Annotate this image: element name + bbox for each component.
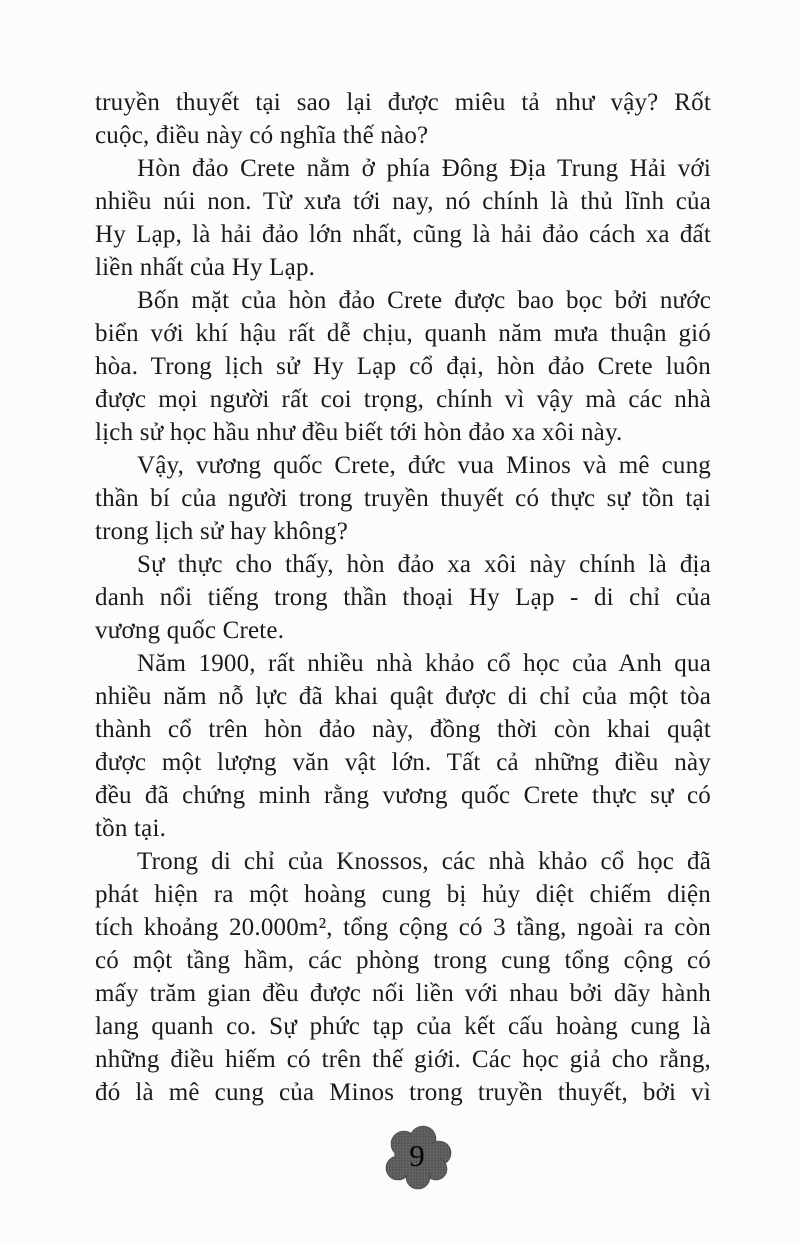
text-line: có một tầng hầm, các phòng trong cung tổng cộng có	[95, 947, 711, 974]
text-line: mấy trăm gian đều được nối liền với nhau bởi dãy hành	[95, 980, 711, 1007]
text-line: biển với khí hậu rất dễ chịu, quanh năm mưa thuận gió	[95, 320, 711, 347]
body-text	[95, 86, 711, 1109]
text-line: được mọi người rất coi trọng, chính vì vậy mà các nhà	[95, 386, 711, 413]
text-line: nhiều núi non. Từ xưa tới nay, nó chính là thủ lĩnh của	[95, 188, 711, 215]
text-line: Sự thực cho thấy, hòn đảo xa xôi này chính là địa	[137, 551, 711, 578]
text-line: danh nổi tiếng trong thần thoại Hy Lạp - di chỉ của	[95, 584, 711, 611]
text-line: truyền thuyết tại sao lại được miêu tả như vậy? Rốt	[95, 89, 711, 116]
text-line: thần bí của người trong truyền thuyết có thực sự tồn tại	[95, 485, 711, 512]
text-line: phát hiện ra một hoàng cung bị hủy diệt chiếm diện	[95, 881, 711, 908]
text-line: được một lượng văn vật lớn. Tất cả những điều này	[95, 749, 711, 776]
text-line: hòa. Trong lịch sử Hy Lạp cổ đại, hòn đảo Crete luôn	[95, 353, 711, 380]
text-line: Hy Lạp, là hải đảo lớn nhất, cũng là hải đảo cách xa đất	[95, 221, 711, 248]
page-number: 9	[409, 1138, 425, 1173]
text-line: Vậy, vương quốc Crete, đức vua Minos và mê cung	[137, 452, 711, 479]
text-line: đều đã chứng minh rằng vương quốc Crete thực sự có	[95, 782, 711, 809]
page-number-badge	[380, 1124, 454, 1192]
text-line: lang quanh co. Sự phức tạp của kết cấu hoàng cung là	[95, 1013, 711, 1040]
text-line: cuộc, điều này có nghĩa thế nào?	[95, 122, 429, 149]
text-line: Trong di chỉ của Knossos, các nhà khảo cổ học đã	[137, 848, 711, 875]
text-line: nhiều năm nỗ lực đã khai quật được di chỉ của một tòa	[95, 683, 711, 710]
text-line: vương quốc Crete.	[95, 617, 285, 644]
text-line: thành cổ trên hòn đảo này, đồng thời còn khai quật	[95, 716, 711, 743]
text-line: tồn tại.	[95, 815, 167, 842]
text-line: những điều hiếm có trên thế giới. Các học giả cho rằng,	[95, 1046, 711, 1073]
text-line: trong lịch sử hay không?	[95, 518, 349, 545]
text-line: Năm 1900, rất nhiều nhà khảo cổ học của Anh qua	[137, 650, 711, 677]
text-line: tích khoảng 20.000m², tổng cộng có 3 tầng, ngoài ra còn	[95, 914, 711, 941]
text-line: lịch sử học hầu như đều biết tới hòn đảo xa xôi này.	[95, 419, 623, 446]
text-line: liền nhất của Hy Lạp.	[95, 254, 316, 281]
text-line: Bốn mặt của hòn đảo Crete được bao bọc bởi nước	[137, 287, 711, 314]
text-line: đó là mê cung của Minos trong truyền thuyết, bởi vì	[95, 1079, 711, 1106]
text-line: Hòn đảo Crete nằm ở phía Đông Địa Trung Hải với	[137, 155, 711, 182]
